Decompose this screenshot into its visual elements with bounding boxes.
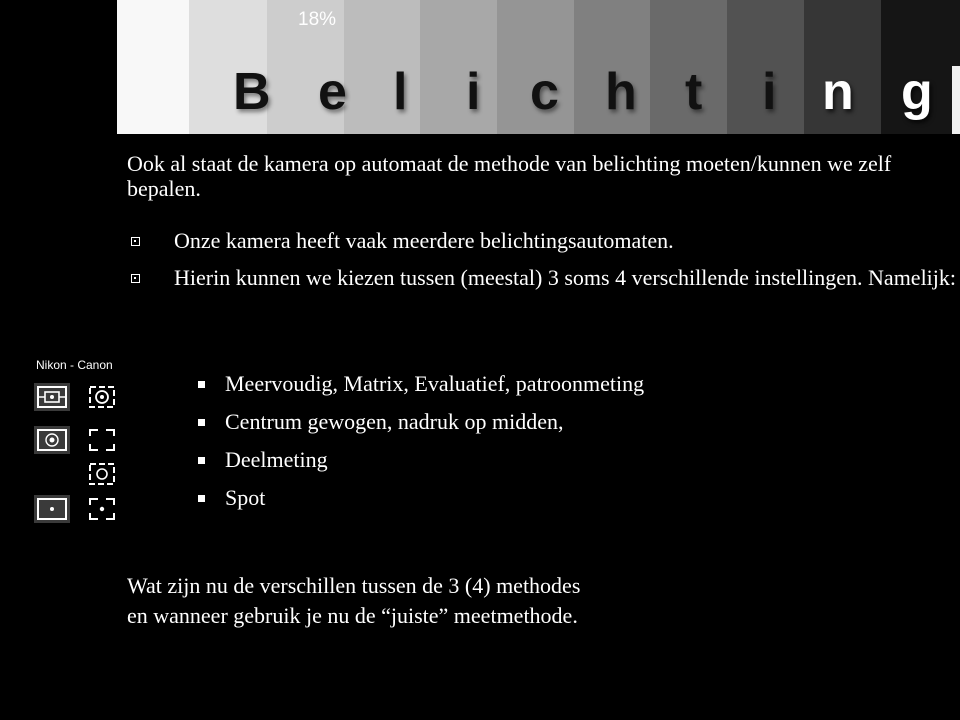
metering-icons-panel [30, 358, 125, 528]
metering-methods-list [196, 369, 644, 521]
bullet-icon [131, 274, 140, 283]
title-belichting [0, 62, 960, 132]
list-item: Centrum gewogen, nadruk op midden, [196, 407, 644, 437]
list-item: Deelmeting [196, 445, 644, 475]
list-item: Hierin kunnen we kiezen tussen (meestal) 3 soms 4 verschillende instellingen. Namelijk: [127, 263, 957, 293]
title-letter: i [466, 63, 481, 121]
list-item: Onze kamera heeft vaak meerdere belichtingsautomaten. [127, 226, 957, 256]
square-bullet-icon [198, 419, 205, 426]
title-letter: t [685, 63, 703, 121]
title-letter: B [233, 63, 271, 121]
square-bullet-icon [198, 495, 205, 502]
main-bullet-list [127, 226, 957, 300]
canon-evaluative-icon [88, 385, 116, 409]
nikon-center-weighted-icon [34, 426, 70, 454]
title-letter: l [393, 63, 408, 121]
nikon-matrix-icon [34, 383, 70, 411]
icons-label: Nikon - Canon [36, 358, 113, 372]
square-bullet-icon [198, 381, 205, 388]
nikon-spot-icon [34, 495, 70, 523]
question-text: Wat zijn nu de verschillen tussen de 3 (4) methodes en wanneer gebruik je nu de “juiste” meetmethode. [127, 573, 581, 628]
square-bullet-icon [198, 457, 205, 464]
title-letter: g [901, 63, 933, 121]
title-letter: i [762, 63, 777, 121]
title-letter: e [318, 63, 347, 121]
list-item: Spot [196, 483, 644, 513]
title-letter: h [605, 63, 637, 121]
title-letter: n [822, 63, 854, 121]
list-item: Meervoudig, Matrix, Evaluatief, patroonmeting [196, 369, 644, 399]
bullet-icon [131, 237, 140, 246]
title-letter: c [530, 63, 559, 121]
canon-center-weighted-icon [88, 428, 116, 452]
canon-partial-icon [88, 462, 116, 486]
percent-label: 18% [298, 9, 337, 30]
header-right-edge [952, 66, 960, 134]
intro-text: Ook al staat de kamera op automaat de methode van belichting moeten/kunnen we zelf bepalen. [127, 151, 892, 201]
canon-spot-icon [88, 497, 116, 521]
